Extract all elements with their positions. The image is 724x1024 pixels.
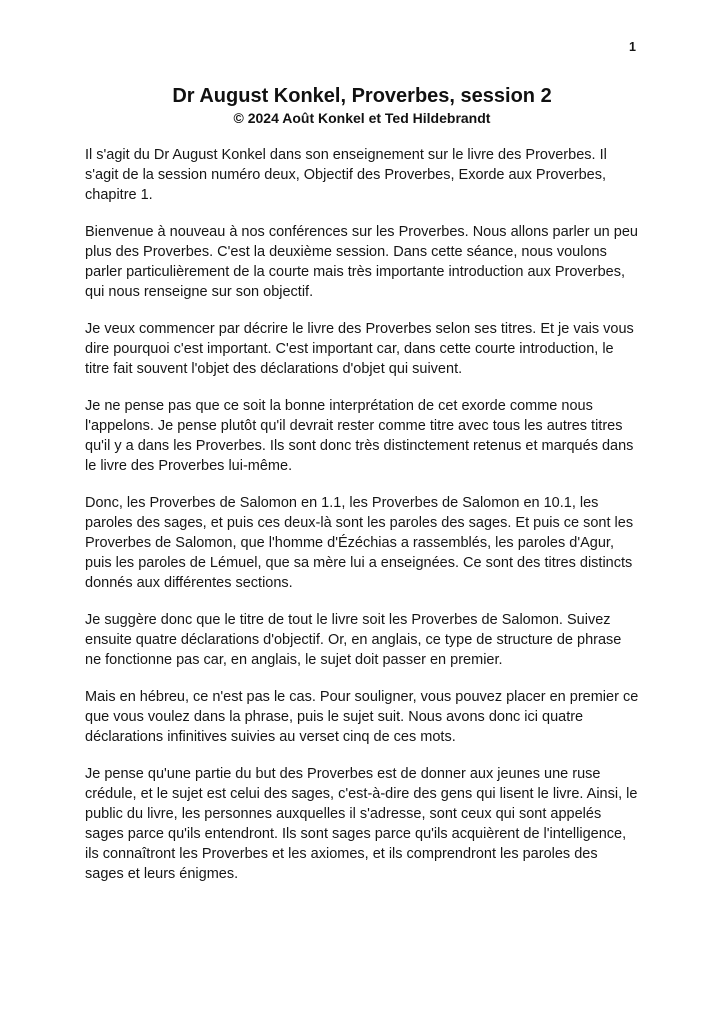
paragraph-salomon-sections: Donc, les Proverbes de Salomon en 1.1, les Proverbes de Salomon en 10.1, les paroles des sages, et puis ces deux-là sont les paroles des sages. Et puis ce sont les Proverbes de Salomon, que l'homme d'Ézéchias a rassemblés, les paroles d'Agur, puis les paroles de Lémuel, que sa mère lui a enseignées. Ce sont des titres distincts donnés aux différentes sections. bbox=[85, 495, 634, 591]
page-number: 1 bbox=[629, 40, 636, 54]
paragraph-welcome: Bienvenue à nouveau à nos conférences sur les Proverbes. Nous allons parler un peu plus des Proverbes. C'est la deuxième session. Dans cette séance, nous voulons parler particulièrement de la courte mais très importante introduction aux Proverbes, qui nous renseigne sur son objectif. bbox=[85, 224, 638, 300]
document-title: Dr August Konkel, Proverbes, session 2 bbox=[172, 85, 552, 107]
paragraph-titles: Je veux commencer par décrire le livre des Proverbes selon ses titres. Et je vais vous dire pourquoi c'est important. C'est important car, dans cette courte introduction, le titre fait souvent l'objet des déclarations d'objet qui suivent. bbox=[85, 321, 634, 377]
paragraph-intro: Il s'agit du Dr August Konkel dans son enseignement sur le livre des Proverbes. Il s'agit de la session numéro deux, Objectif des Proverbes, Exorde aux Proverbes, chapitre 1. bbox=[85, 147, 607, 203]
paragraph-but-proverbes: Je pense qu'une partie du but des Proverbes est de donner aux jeunes une ruse crédule, et le sujet est celui des sages, c'est-à-dire des gens qui lisent le livre. Ainsi, le public du livre, les personnes auxquelles il s'adresse, sont ceux qui sont appelés sages parce qu'ils entendront. Ils sont sages parce qu'ils acquièrent de l'intelligence, ils connaîtront les Proverbes et les axiomes, et ils comprendront les paroles des sages et leurs énigmes. bbox=[85, 766, 638, 882]
paragraph-suggestion: Je suggère donc que le titre de tout le livre soit les Proverbes de Salomon. Suivez ensuite quatre déclarations d'objectif. Or, en anglais, ce type de structure de phrase ne fonctionne pas car, en anglais, le sujet doit passer en premier. bbox=[85, 612, 622, 668]
copyright-line: © 2024 Août Konkel et Ted Hildebrandt bbox=[233, 110, 491, 126]
paragraph-hebreu: Mais en hébreu, ce n'est pas le cas. Pour souligner, vous pouvez placer en premier ce que vous voulez dans la phrase, puis le sujet suit. Nous avons donc ici quatre déclarations infinitives suivies au verset cinq de ces mots. bbox=[85, 689, 639, 745]
document-body bbox=[85, 145, 640, 884]
paragraph-interpretation: Je ne pense pas que ce soit la bonne interprétation de cet exorde comme nous l'appelons. Je pense plutôt qu'il devrait rester comme titre avec tous les autres titres qu'il y a dans les Proverbes. Ils sont donc très distinctement retenus et marqués dans le livre des Proverbes lui-même. bbox=[85, 398, 634, 474]
